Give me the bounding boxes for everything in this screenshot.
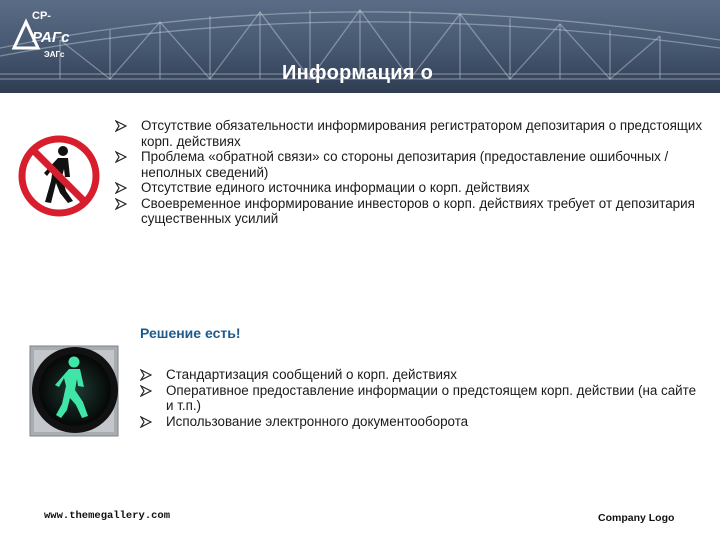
- list-item: Оперативное предоставление информации о предстоящем корп. действии (на сайте и т.п.): [140, 383, 700, 414]
- svg-text:ЭАГс: ЭАГс: [44, 50, 65, 59]
- svg-text:РАГс: РАГс: [32, 29, 70, 46]
- list-item: Проблема «обратной связи» со стороны депозитария (предоставление ошибочных / неполных сведений): [115, 149, 705, 180]
- header-banner: [0, 0, 720, 93]
- svg-text:СР-: СР-: [32, 10, 51, 22]
- arrow-bullet-icon: [115, 198, 127, 210]
- arrow-bullet-icon: [115, 151, 127, 163]
- list-item: Своевременное информирование инвесторов о корп. действиях требует от депозитария существенных усилий: [115, 196, 705, 227]
- arrow-bullet-icon: [140, 385, 152, 397]
- problems-list: [115, 118, 705, 227]
- arrow-bullet-icon: [140, 416, 152, 428]
- no-pedestrian-sign-icon: [18, 135, 100, 217]
- list-item: Использование электронного документооборота: [140, 414, 700, 430]
- arrow-bullet-icon: [140, 369, 152, 381]
- green-pedestrian-traffic-light-icon: [28, 340, 120, 438]
- footer-company-logo: Company Logo: [598, 512, 675, 524]
- arrow-bullet-icon: [115, 120, 127, 132]
- list-item: Стандартизация сообщений о корп. действиях: [140, 367, 700, 383]
- list-item: Отсутствие обязательности информирования регистратором депозитария о предстоящих корп. действиях: [115, 118, 705, 149]
- list-item: Отсутствие единого источника информации о корп. действиях: [115, 180, 705, 196]
- company-logo-icon: [6, 4, 84, 64]
- arrow-bullet-icon: [115, 182, 127, 194]
- slide-title: Информация о: [282, 62, 434, 84]
- solution-heading: Решение есть!: [140, 325, 241, 341]
- footer-website-url: www.themegallery.com: [44, 510, 171, 522]
- solutions-list: [140, 367, 700, 429]
